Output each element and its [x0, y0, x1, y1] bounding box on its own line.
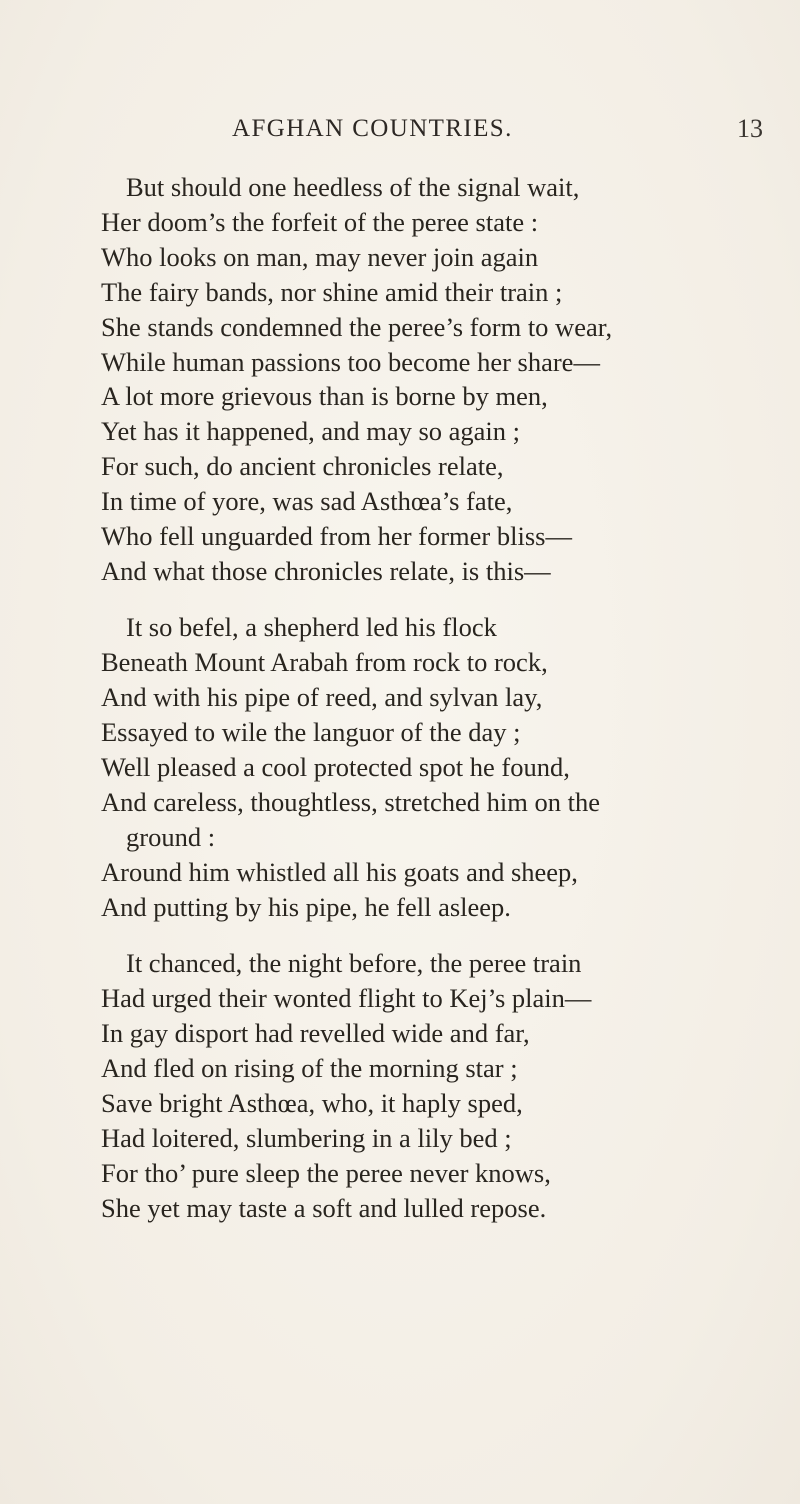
poem-line: Yet has it happened, and may so again ; — [101, 416, 521, 446]
poem-line: But should one heedless of the signal wait, — [126, 172, 580, 202]
poem-line: And with his pipe of reed, and sylvan lay, — [101, 682, 543, 712]
running-title: AFGHAN COUNTRIES. — [232, 115, 513, 142]
poem-line: Well pleased a cool protected spot he found, — [101, 752, 570, 782]
poem-line: For tho’ pure sleep the peree never knows, — [101, 1158, 551, 1188]
poem-line: In time of yore, was sad Asthœa’s fate, — [101, 486, 513, 516]
poem-line: A lot more grievous than is borne by men, — [101, 381, 548, 411]
poem-line: In gay disport had revelled wide and far, — [101, 1018, 530, 1048]
poem-line: Beneath Mount Arabah from rock to rock, — [101, 647, 548, 677]
poem-line: While human passions too become her share— — [101, 347, 600, 377]
poem-line: Had loitered, slumbering in a lily bed ; — [101, 1123, 512, 1153]
poem-line: And fled on rising of the morning star ; — [101, 1053, 518, 1083]
poem-line: For such, do ancient chronicles relate, — [101, 451, 504, 481]
poem-line: The fairy bands, nor shine amid their train ; — [101, 277, 563, 307]
poem-line: Who looks on man, may never join again — [101, 242, 539, 272]
poem-line: It so befel, a shepherd led his flock — [126, 612, 497, 642]
poem-line: Around him whistled all his goats and sheep, — [101, 857, 578, 887]
poem-line: She stands condemned the peree’s form to wear, — [101, 312, 613, 342]
poem-line: And what those chronicles relate, is this— — [101, 556, 551, 586]
poem-line: And careless, thoughtless, stretched him on the — [101, 787, 600, 817]
poem-line: And putting by his pipe, he fell asleep. — [101, 892, 511, 922]
poem-line: Her doom’s the forfeit of the peree state : — [101, 207, 539, 237]
poem-line: Had urged their wonted flight to Kej’s plain— — [101, 983, 592, 1013]
poem-line-continuation: ground : — [126, 822, 216, 852]
poem-line: She yet may taste a soft and lulled repose. — [101, 1193, 547, 1223]
page-number: 13 — [737, 114, 763, 143]
poem-line: Who fell unguarded from her former bliss— — [101, 521, 572, 551]
poem-line: Essayed to wile the languor of the day ; — [101, 717, 521, 747]
poem-line: Save bright Asthœa, who, it haply sped, — [101, 1088, 523, 1118]
poem-line: It chanced, the night before, the peree train — [126, 948, 582, 978]
